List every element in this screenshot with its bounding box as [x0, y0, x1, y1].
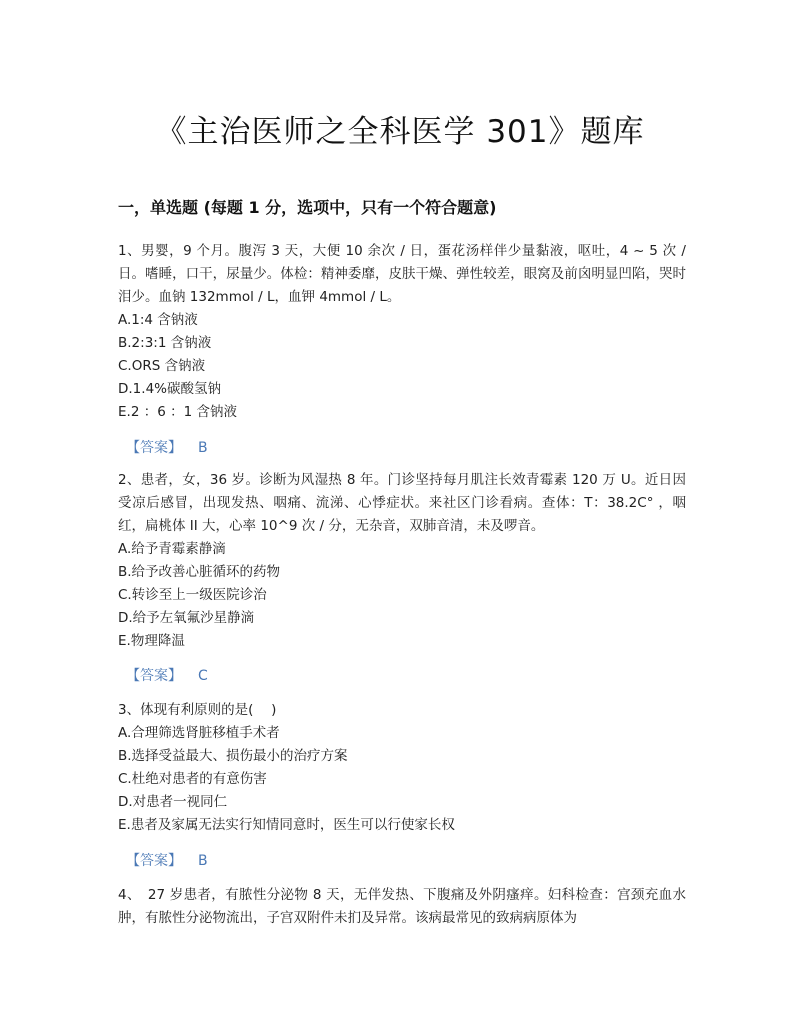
answer-label: 【答案】	[126, 668, 182, 684]
option-e: E.物理降温	[118, 633, 185, 649]
answer-value: B	[198, 853, 208, 869]
option-d: D.给予左氧氟沙星静滴	[118, 610, 255, 626]
page-title: 《主治医师之全科医学 301》题库	[155, 114, 645, 150]
option-d: D.1.4%碳酸氢钠	[118, 381, 221, 397]
option-a: A.给予青霉素静滴	[118, 541, 226, 557]
option-c: C.ORS 含钠液	[118, 358, 206, 374]
option-e: E.2 ：6 ：1 含钠液	[118, 404, 237, 420]
option-b: B.2:3:1 含钠液	[118, 335, 212, 351]
option-c: C.转诊至上一级医院诊治	[118, 587, 267, 603]
answer-1	[126, 437, 208, 459]
question-stem: 3、体现有利原则的是( )	[118, 702, 277, 718]
answer-label: 【答案】	[126, 440, 182, 456]
option-d: D.对患者一视同仁	[118, 794, 228, 810]
answer-3	[126, 850, 208, 872]
option-b: B.选择受益最大、损伤最小的治疗方案	[118, 748, 348, 764]
answer-label: 【答案】	[126, 853, 182, 869]
option-a: A.1:4 含钠液	[118, 312, 198, 328]
question-4	[118, 884, 686, 930]
answer-value: B	[198, 440, 208, 456]
option-e: E.患者及家属无法实行知情同意时，医生可以行使家长权	[118, 817, 455, 833]
answer-2	[126, 665, 208, 687]
question-3	[118, 699, 686, 837]
option-c: C.杜绝对患者的有意伤害	[118, 771, 267, 787]
option-b: B.给予改善心脏循环的药物	[118, 564, 281, 580]
question-stem: 1、男婴，9 个月。腹泻 3 天，大便 10 余次 / 日，蛋花汤样伴少量黏液，呕吐，4 ~ 5 次 / 日。嗜睡，口干，尿量少。体检：精神委靡，皮肤干燥、弹性较差，眼窝及前囟明显凹陷，哭时泪少。血钠 132mmol / L，血钾 4mmol / L。	[118, 243, 686, 305]
question-2	[118, 469, 686, 653]
section-heading: 一，单选题 (每题 1 分，选项中，只有一个符合题意)	[118, 198, 497, 217]
question-1	[118, 240, 686, 424]
answer-value: C	[198, 668, 208, 684]
question-stem: 2、患者，女，36 岁。诊断为风湿热 8 年。门诊坚持每月肌注长效青霉素 120 万 U。近日因受凉后感冒，出现发热、咽痛、流涕、心悸症状。来社区门诊看病。查体：T：38.2C° ，咽红，扁桃体 II 大，心率 10^9 次 / 分，无杂音，双肺音清，未及啰音。	[118, 472, 686, 534]
question-stem: 4、 27 岁患者，有脓性分泌物 8 天，无伴发热、下腹痛及外阴瘙痒。妇科检查：宫颈充血水肿，有脓性分泌物流出，子宫双附件未扪及异常。该病最常见的致病病原体为	[118, 887, 686, 926]
option-a: A.合理筛选肾脏移植手术者	[118, 725, 280, 741]
